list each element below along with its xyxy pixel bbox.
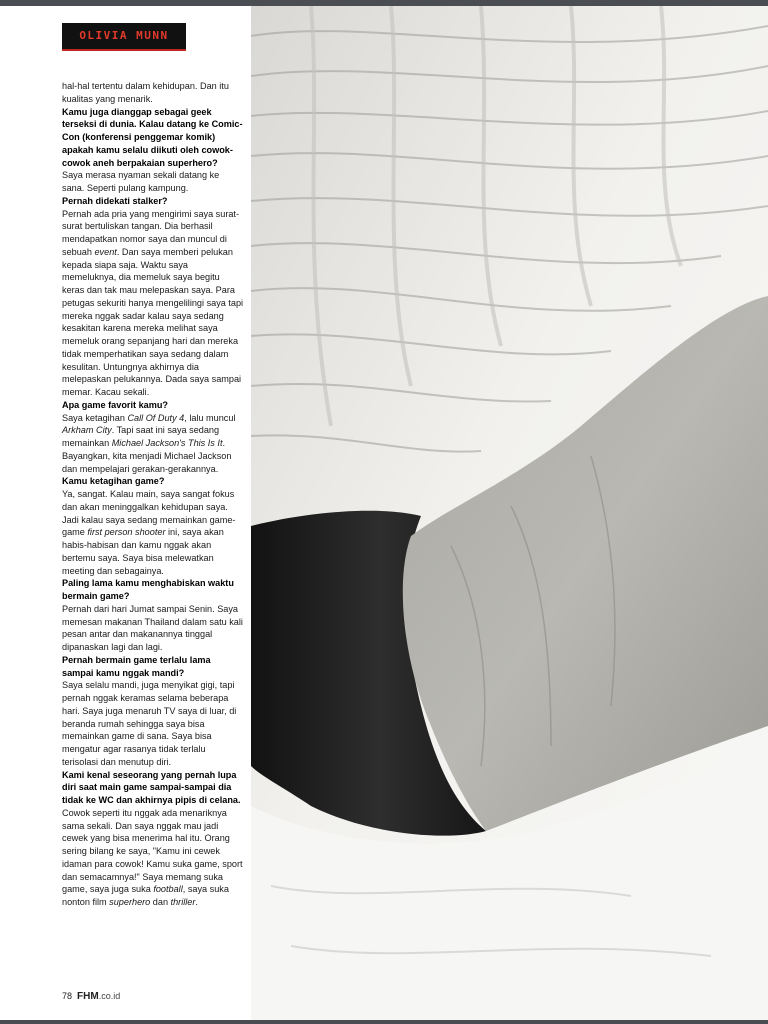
italic-term: Arkham City	[62, 425, 112, 436]
text-run: Apa game favorit kamu?	[62, 399, 168, 410]
italic-term: superhero	[109, 897, 151, 907]
text-run: Ya, sangat. Kalau main, saya sangat fokus dan akan meninggalkan kehidupan saya. Jadi kalau saya sedang memainkan game-game	[62, 489, 236, 538]
interview-question	[62, 195, 244, 208]
bed-photo-illustration	[251, 6, 768, 1020]
text-run: , lalu muncul	[184, 412, 236, 423]
name-tag-label: OLIVIA MUNN	[79, 29, 169, 42]
interview-question	[62, 106, 244, 170]
interview-answer	[62, 208, 244, 399]
photo	[251, 6, 768, 1020]
brand-logo: FHM	[77, 991, 99, 1002]
text-run: .	[195, 897, 198, 907]
interview-answer	[62, 603, 244, 654]
text-run: Pernah didekati stalker?	[62, 195, 168, 206]
text-run: Kami kenal seseorang yang pernah lupa diri saat main game sampai-sampai dia tidak ke WC dan akhirnya pipis di celana.	[62, 769, 241, 805]
article-body	[62, 80, 244, 909]
interview-question	[62, 654, 244, 680]
interview-question	[62, 577, 244, 603]
text-run: Kamu juga dianggap sebagai geek terseksi di dunia. Kalau datang ke Comic-Con (konferensi penggemar komik) apakah kamu selalu diikuti oleh cowok-cowok aneh berpakaian superhero?	[62, 106, 243, 168]
text-run: Kamu ketagihan game?	[62, 476, 165, 487]
magazine-page	[0, 6, 768, 1020]
text-run: Cowok seperti itu nggak ada menariknya sama sekali. Dan saya nggak mau jadi cewek yang bisa menerima hal itu. Orang sering bilang ke saya, "Kamu ini cewek idaman para cowok! Kamu suka game, sport dan semacamnya!" Saya memang suka game, saya juga suka	[62, 807, 243, 895]
interview-question	[62, 475, 244, 488]
text-run: . Dan saya memberi pelukan kepada siapa saja. Waktu saya memeluknya, dia memeluk saya begitu keras dan tak mau melepaskan saya. Para petugas sekuriti hanya mengelilingi saya tapi mereka nggak sadar kalau saya sedang kesakitan karena mereka melihat saya memeluk orang sepanjang hari dan mereka tidak memperhatikan saya sedang dalam kesulitan. Untungnya akhirnya dia melepaskan pelukannya. Dada saya sampai memar. Kacau sekali.	[62, 246, 244, 397]
interview-answer	[62, 412, 244, 476]
text-run: . Bayangkan, kita menjadi Michael Jackson dan mempelajari gerakan-gerakannya.	[62, 438, 232, 474]
text-run: Saya merasa nyaman sekali datang ke sana. Seperti pulang kampung.	[62, 170, 220, 193]
name-tag	[62, 23, 186, 51]
text-run: hal-hal tertentu dalam kehidupan. Dan itu kualitas yang menarik.	[62, 81, 229, 104]
italic-term: football	[153, 884, 183, 895]
italic-term: Call Of Duty 4	[127, 412, 185, 423]
text-run: Pernah bermain game terlalu lama sampai kamu nggak mandi?	[62, 654, 211, 678]
page-number: 78	[62, 991, 73, 1001]
interview-answer	[62, 488, 244, 577]
interview-answer	[62, 679, 244, 768]
text-run: . Tapi saat ini saya sedang memainkan	[62, 425, 220, 448]
interview-answer	[62, 169, 244, 195]
italic-term: event	[94, 246, 117, 257]
interview-answer	[62, 807, 244, 909]
text-run: Pernah dari hari Jumat sampai Senin. Saya memesan makanan Thailand dalam satu kali pesan antar dan makanannya tinggal dipanaskan lagi dan lagi.	[62, 603, 243, 652]
text-run: Pernah ada pria yang mengirimi saya surat-surat bertuliskan tangan. Dia berhasil mendapatkan nomor saya dan muncul di sebuah	[62, 208, 240, 257]
text-run: Saya selalu mandi, juga menyikat gigi, tapi pernah nggak keramas selama beberapa hari. Saya juga menaruh TV saya di luar, di beranda rumah sehingga saya bisa memainkan game di sana. Saya bisa mengatur agar rasanya tidak terlalu terisolasi dan menutup diri.	[62, 680, 237, 767]
text-run: ini, saya akan habis-habisan dan kamu nggak akan bertemu saya. Saya bisa melewatkan meeting dan sebagainya.	[62, 527, 224, 576]
text-run: , saya suka nonton film	[62, 884, 229, 907]
italic-term: first person shooter	[87, 527, 166, 538]
text-run: Saya ketagihan	[62, 412, 128, 423]
text-run: dan	[150, 897, 171, 907]
brand-domain: .co.id	[98, 991, 121, 1001]
interview-question	[62, 399, 244, 412]
text-run: Paling lama kamu menghabiskan waktu bermain game?	[62, 578, 234, 601]
italic-term: thriller	[170, 897, 196, 907]
italic-term: Michael Jackson's This Is It	[111, 438, 223, 448]
interview-question	[62, 769, 244, 807]
page-footer	[62, 991, 120, 1002]
interview-answer	[62, 80, 244, 106]
